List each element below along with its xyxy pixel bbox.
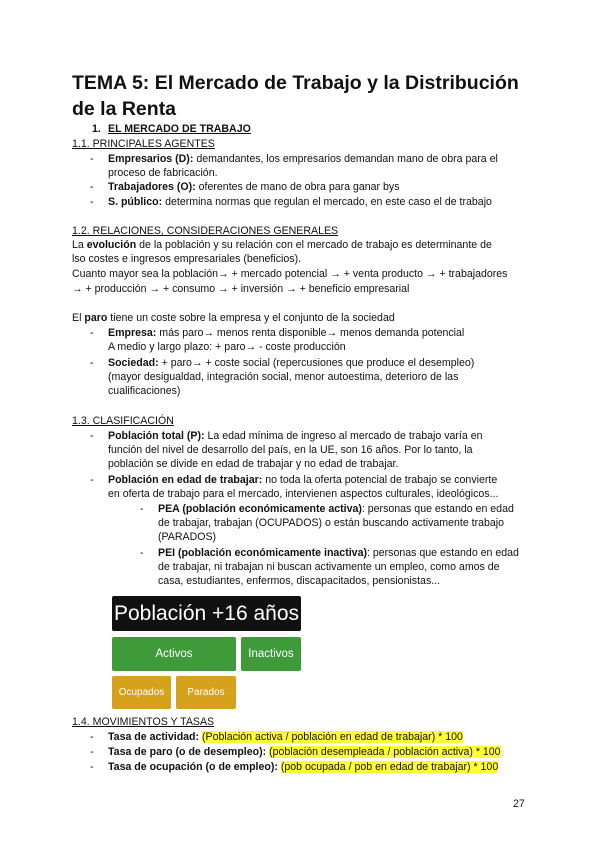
- sub-list-item-cont: de trabajar, trabajan (OCUPADOS) o están buscando activamente trabajo: [158, 517, 505, 529]
- list-item: S. público: determina normas que regulan el mercado, en este caso el de trabajo: [108, 196, 492, 208]
- subsection-heading-1-1: 1.1. PRINCIPALES AGENTES: [72, 138, 215, 150]
- bullet-dash: -: [90, 430, 94, 442]
- highlighted-formula: (Población activa / población en edad de trabajar) * 100: [202, 731, 463, 743]
- list-item: Población en edad de trabajar: no toda la oferta potencial de trabajo se convierte: [108, 474, 498, 486]
- bullet-dash: -: [90, 357, 94, 369]
- bullet-dash: -: [90, 196, 94, 208]
- bullet-dash: -: [90, 153, 94, 165]
- bullet-dash: -: [90, 746, 94, 758]
- diagram-box-activos: Activos: [112, 637, 236, 671]
- section-number: 1.: [92, 123, 101, 135]
- diagram-box-poblacion: Población +16 años: [112, 596, 301, 631]
- bullet-dash: -: [140, 503, 144, 515]
- bullet-dash: -: [90, 181, 94, 193]
- sub-list-item-cont: de trabajar, ni trabajan ni buscan activamente un empleo, como amos de: [158, 561, 500, 573]
- diagram-box-inactivos: Inactivos: [241, 637, 301, 671]
- section-heading: EL MERCADO DE TRABAJO: [108, 123, 251, 135]
- list-item-cont: proceso de fabricación.: [108, 167, 218, 179]
- sub-list-item: PEI (población económicamente inactiva): personas que estando en edad: [158, 547, 519, 559]
- paragraph: La evolución de la población y su relación con el mercado de trabajo es determinante de: [72, 239, 492, 251]
- list-item: Sociedad: + paro→ + coste social (repercusiones que produce el desempleo): [108, 357, 475, 369]
- subsection-heading-1-3: 1.3. CLASIFICACIÓN: [72, 415, 174, 427]
- page-number: 27: [513, 798, 525, 810]
- list-item-cont: función del nivel de desarrollo del país, en la UE, son 16 años. Por lo tanto, la: [108, 444, 473, 456]
- page-title: TEMA 5: El Mercado de Trabajo y la Distribución de la Renta: [72, 72, 519, 120]
- sub-list-item-cont: (PARADOS): [158, 531, 217, 543]
- list-item: Población total (P): La edad mínima de ingreso al mercado de trabajo varía en: [108, 430, 483, 442]
- list-item: Tasa de paro (o de desempleo): (población desempleada / población activa) * 100: [108, 746, 501, 758]
- list-item: Tasa de actividad: (Población activa / población en edad de trabajar) * 100: [108, 731, 463, 743]
- bullet-dash: -: [90, 327, 94, 339]
- list-item-cont: cualificaciones): [108, 385, 181, 397]
- list-item: Tasa de ocupación (o de empleo): (pob ocupada / pob en edad de trabajar) * 100: [108, 761, 499, 773]
- bullet-dash: -: [90, 474, 94, 486]
- list-item: Trabajadores (O): oferentes de mano de obra para ganar bys: [108, 181, 400, 193]
- subsection-heading-1-2: 1.2. RELACIONES, CONSIDERACIONES GENERALES: [72, 225, 339, 237]
- paragraph-cont: lso costes e ingresos empresariales (beneficios).: [72, 253, 302, 265]
- list-item: Empresa: más paro→ menos renta disponible→ menos demanda potencial: [108, 327, 465, 339]
- list-item-cont: A medio y largo plazo: + paro→ - coste producción: [108, 341, 346, 353]
- bullet-dash: -: [90, 761, 94, 773]
- subsection-heading-1-4: 1.4. MOVIMIENTOS Y TASAS: [72, 716, 215, 728]
- sub-list-item: PEA (población económicamente activa): personas que estando en edad: [158, 503, 514, 515]
- bullet-dash: -: [140, 547, 144, 559]
- list-item-cont: en oferta de trabajo para el mercado, intervienen aspectos culturales, ideológicos...: [108, 488, 499, 500]
- sub-list-item-cont: casa, estudiantes, enfermos, discapacitados, pensionistas...: [158, 575, 441, 587]
- paragraph: Cuanto mayor sea la población→ + mercado potencial → + venta producto → + trabajadores: [72, 268, 508, 280]
- highlighted-formula: (población desempleada / población activa) * 100: [269, 746, 501, 758]
- paragraph-cont: → + producción → + consumo → + inversión → + beneficio empresarial: [72, 283, 410, 295]
- diagram-box-ocupados: Ocupados: [112, 676, 171, 709]
- list-item: Empresarios (D): demandantes, los empresarios demandan mano de obra para el: [108, 153, 498, 165]
- paragraph: El paro tiene un coste sobre la empresa y el conjunto de la sociedad: [72, 312, 395, 324]
- highlighted-formula: (pob ocupada / pob en edad de trabajar) * 100: [280, 761, 499, 773]
- list-item-cont: (mayor desigualdad, integración social, menor autoestima, deterioro de las: [108, 371, 459, 383]
- bullet-dash: -: [90, 731, 94, 743]
- list-item-cont: población se divide en edad de trabajar y no edad de trabajar.: [108, 458, 399, 470]
- diagram-box-parados: Parados: [176, 676, 236, 709]
